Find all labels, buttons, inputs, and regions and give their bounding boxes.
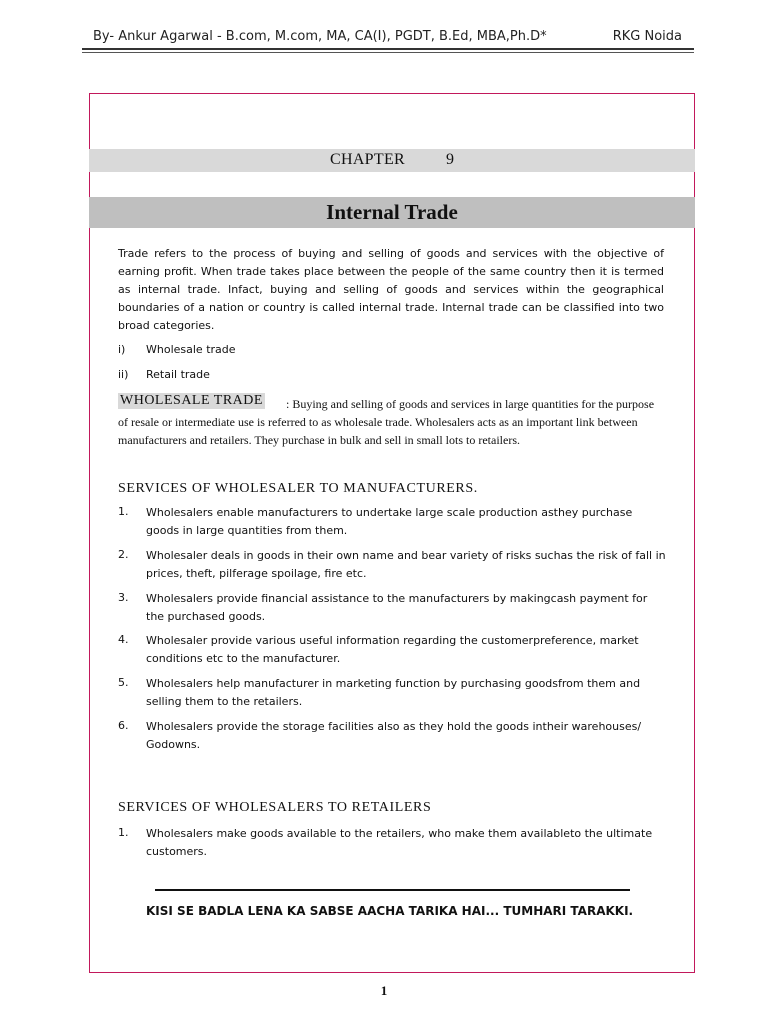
list-item: Wholesalers help manufacturer in marketing function by purchasing goodsfrom them and selling them to the retailers. — [146, 677, 641, 708]
intro-paragraph: Trade refers to the process of buying and selling of goods and services with the objective of earning profit. When trade takes place between the people of the same country then it is termed as internal trade. Infact, buying and selling of goods and services within the geographical boundaries of a nation or country is called internal trade. Internal trade can be classified into two broad categories. — [118, 247, 664, 332]
list-number: 5. — [118, 676, 129, 689]
list-item: Wholesaler provide various useful information regarding the customerpreference, market conditions etc to the manufacturer. — [146, 634, 639, 665]
header-institute: RKG Noida — [612, 29, 682, 44]
manufacturers-section-heading: SERVICES OF WHOLESALER TO MANUFACTURERS. — [118, 481, 478, 496]
category-marker: ii) — [118, 368, 129, 381]
list-number: 3. — [118, 591, 129, 604]
list-number: 4. — [118, 633, 129, 646]
retailers-section-heading: SERVICES OF WHOLESALERS TO RETAILERS — [118, 800, 432, 815]
list-item: Wholesalers provide financial assistance to the manufacturers by makingcash payment for the purchased goods. — [146, 592, 648, 623]
wholesale-definition: : Buying and selling of goods and services in large quantities for the purpose of resale or intermediate use is referred to as wholesale trade. Wholesalers acts as an important link between manufacturers and retailers. They purchase in bulk and sell in small lots to retailers. — [118, 397, 655, 447]
list-item: Wholesalers enable manufacturers to undertake large scale production asthey purchase goods in large quantities from them. — [146, 506, 633, 537]
list-item: Wholesalers provide the storage facilities also as they hold the goods intheir warehouses/ Godowns. — [146, 720, 642, 751]
header-rule — [82, 48, 694, 50]
motivational-quote: KISI SE BADLA LENA KA SABSE AACHA TARIKA HAI... TUMHARI TARAKKI. — [146, 904, 634, 918]
list-number: 1. — [118, 826, 129, 839]
wholesale-heading: WHOLESALE TRADE — [120, 393, 263, 408]
list-item: Wholesaler deals in goods in their own name and bear variety of risks suchas the risk of fall in prices, theft, pilferage spoilage, fire etc. — [146, 549, 666, 580]
list-number: 1. — [118, 505, 129, 518]
list-number: 6. — [118, 719, 129, 732]
page-title: Internal Trade — [326, 200, 458, 224]
category-item: Wholesale trade — [146, 343, 236, 356]
page-number: 1 — [380, 983, 388, 998]
category-item: Retail trade — [146, 368, 210, 381]
list-number: 2. — [118, 548, 129, 561]
category-marker: i) — [118, 343, 126, 356]
chapter-number: 9 — [446, 151, 454, 168]
header-rule-thin — [82, 52, 694, 53]
header-author: By- Ankur Agarwal - B.com, M.com, MA, CA(I), PGDT, B.Ed, MBA,Ph.D* — [93, 29, 547, 44]
list-item: Wholesalers make goods available to the retailers, who make them availableto the ultimate customers. — [146, 827, 653, 858]
footer-rule — [155, 889, 630, 891]
chapter-label: CHAPTER — [330, 151, 405, 168]
